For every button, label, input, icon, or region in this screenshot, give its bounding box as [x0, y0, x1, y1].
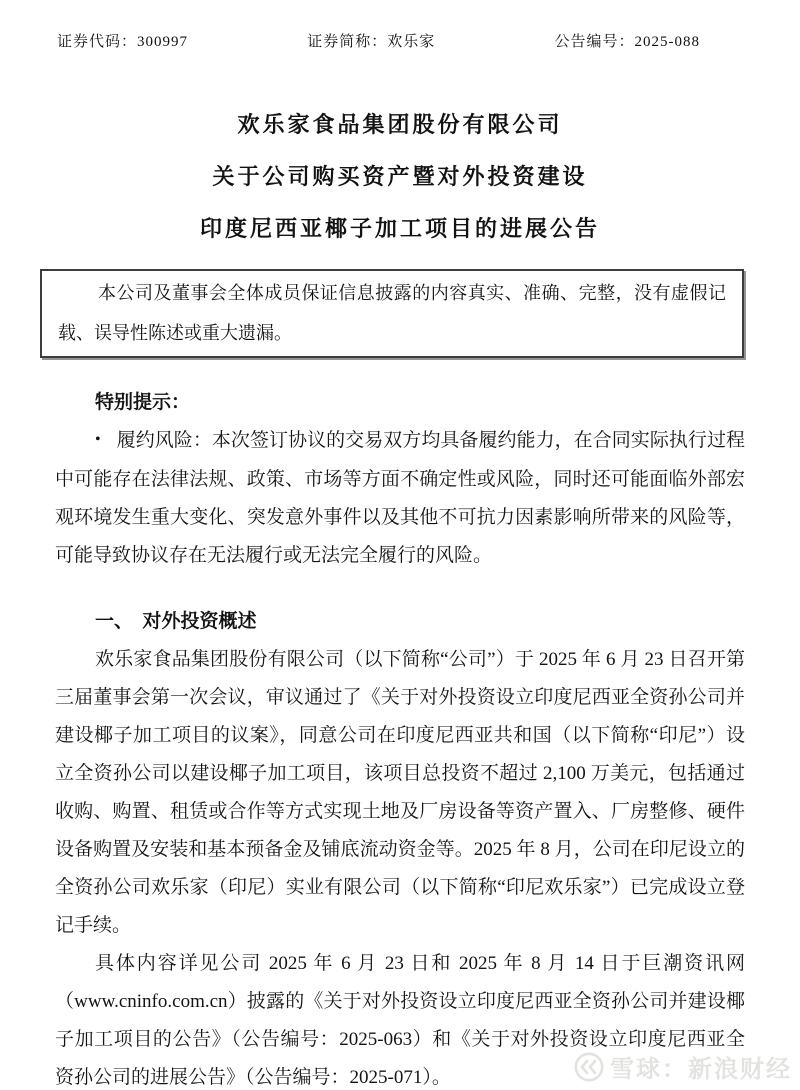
section-1-heading: 一、 对外投资概述: [95, 611, 257, 632]
section-1-paragraph-2: 具体内容详见公司 2025 年 6 月 23 日和 2025 年 8 月 14 日于巨潮资讯网（www.cninfo.com.cn）披露的《关于对外投资设立印度尼西亚全资孙公司并建设椰子加工项目的公告》（公告编号：2025-063）和《关于对外投资设立印度尼西亚全资孙公司的进展公告》（公告编号：2025-071）。: [55, 953, 745, 1088]
risk-warning-text: 履约风险：本次签订协议的交易双方均具备履约能力，在合同实际执行过程中可能存在法律法规、政策、市场等方面不确定性或风险，同时还可能面临外部宏观环境发生重大变化、突发意外事件以及其他不可抗力因素影响所带来的风险等，可能导致协议存在无法履行或无法完全履行的风险。: [55, 430, 745, 566]
announcement-number: 公告编号：2025-088: [554, 34, 700, 50]
watermark-text: 雪球：新浪财经: [610, 1056, 792, 1083]
document-body: [55, 384, 745, 1090]
special-notice-heading: 特别提示：: [95, 392, 191, 413]
risk-warning-paragraph: [55, 422, 745, 575]
document-title: [0, 109, 800, 245]
title-line-1: 欢乐家食品集团股份有限公司: [237, 112, 563, 137]
xueqiu-logo-icon: [573, 1051, 605, 1083]
title-line-3: 印度尼西亚椰子加工项目的进展公告: [199, 216, 600, 241]
title-line-2: 关于公司购买资产暨对外投资建设: [212, 164, 588, 189]
stock-code: 证券代码：300997: [57, 34, 189, 50]
bullet-icon: •: [95, 431, 101, 448]
disclaimer-box: [40, 269, 744, 358]
section-1-paragraph-1: 欢乐家食品集团股份有限公司（以下简称“公司”）于 2025 年 6 月 23 日召开第三届董事会第一次会议，审议通过了《关于对外投资设立印度尼西亚全资孙公司并建设椰子加工项目的议案》，同意公司在印度尼西亚共和国（以下简称“印尼”）设立全资孙公司以建设椰子加工项目，该项目总投资不超过 2,100 万美元，包括通过收购、购置、租赁或合作等方式实现土地及厂房设备等资产置入、厂房整修、硬件设备购置及安装和基本预备金及铺底流动资金等。2025 年 8 月，公司在印尼设立的全资孙公司欢乐家（印尼）实业有限公司（以下简称“印尼欢乐家”）已完成设立登记手续。: [55, 649, 745, 936]
watermark: [573, 1049, 792, 1084]
stock-short-name: 证券简称：欢乐家: [307, 34, 436, 50]
document-header: [57, 30, 700, 51]
disclaimer-text: 本公司及董事会全体成员保证信息披露的内容真实、准确、完整，没有虚假记载、误导性陈述或重大遗漏。: [58, 283, 726, 343]
